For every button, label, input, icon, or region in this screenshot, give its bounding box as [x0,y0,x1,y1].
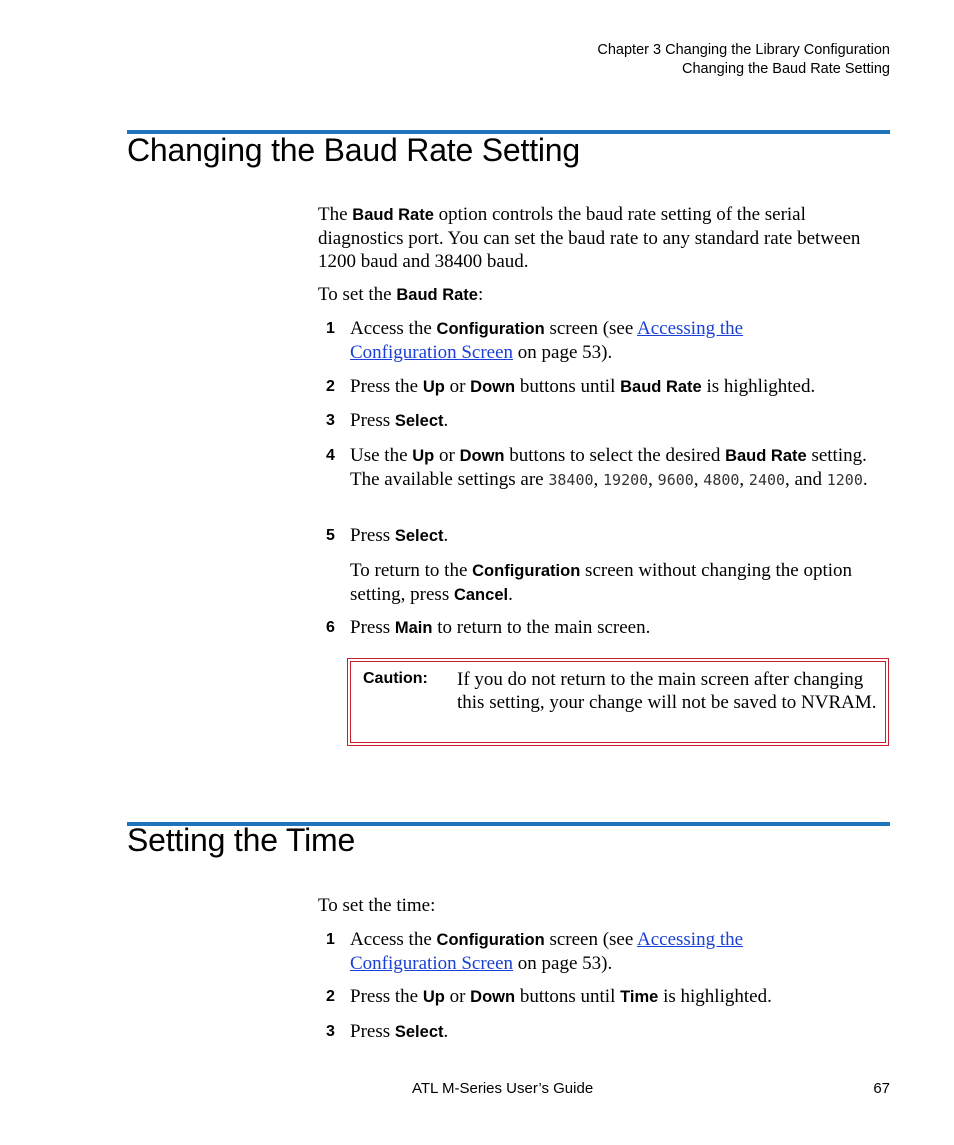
caution-label: Caution: [363,670,428,687]
text: To set the [318,284,397,305]
text: screen (see [544,318,637,339]
step-number: 3 [326,1023,335,1040]
text: option controls the baud rate setting of the serial diagnostics port. You can set the baud rate to any standard rate between 1200 baud and 38400 baud. [318,204,861,272]
text: on page 53). [513,342,613,363]
value: 19200 [603,471,649,489]
ui-term: Down [459,447,505,465]
text: The [318,204,353,225]
step-number: 2 [326,988,335,1005]
text: Press the [350,376,423,397]
step-number: 5 [326,527,335,544]
ui-term: Baud Rate [725,447,807,465]
ui-term: Configuration [436,320,545,338]
value: 4800 [703,471,740,489]
text: or [434,445,460,466]
ui-term: Down [470,988,516,1006]
ui-term: Baud Rate [352,206,434,224]
page-number: 67 [873,1080,890,1097]
text: , and [785,469,827,490]
value: 9600 [657,471,694,489]
ui-term: Baud Rate [396,286,478,304]
step-number: 6 [326,619,335,636]
caution-box [347,658,889,746]
caution-text: If you do not return to the main screen after changing this setting, your change will not be saved to NVRAM. [457,669,877,713]
text: or [444,986,471,1007]
text: Press [350,617,395,638]
return-note [350,559,860,607]
text: buttons until [515,986,621,1007]
text: : [477,284,484,305]
cross-reference-link[interactable]: Accessing the Configuration Screen [350,318,744,363]
text: . [443,525,449,546]
header-section: Changing the Baud Rate Setting [682,61,890,77]
ui-term: Down [470,378,516,396]
footer-guide-title: ATL M-Series User’s Guide [412,1080,594,1097]
text: is highlighted. [658,986,772,1007]
ui-term: Baud Rate [620,378,702,396]
text: to return to the main screen. [432,617,651,638]
ui-term: Cancel [453,586,509,604]
step-number: 4 [326,447,335,464]
value: 38400 [548,471,594,489]
text: . [862,469,868,490]
running-header [597,41,890,79]
to-set-paragraph [318,283,878,307]
ui-term: Select [394,412,444,430]
text: Access the [350,318,437,339]
text: Use the [350,445,413,466]
text: buttons until [515,376,621,397]
cross-reference-link[interactable]: Accessing the Configuration Screen [350,929,744,974]
ui-term: Up [422,988,445,1006]
text: buttons to select the desired [504,445,726,466]
ui-term: Configuration [436,931,545,949]
intro-paragraph [318,203,878,273]
text: . [443,1021,449,1042]
step-number: 1 [326,931,335,948]
value: 1200 [826,471,863,489]
text: Press [350,525,395,546]
text: on page 53). [513,953,613,974]
text: setting. The available settings are [350,445,867,490]
text: . [508,584,513,605]
section-title: Setting the Time [127,822,356,858]
text: Press [350,1021,395,1042]
ui-term: Select [394,527,444,545]
ui-term: Select [394,1023,444,1041]
intro-paragraph: To set the time: [318,895,436,916]
text: screen (see [544,929,637,950]
ui-term: Time [620,988,659,1006]
text: To return to the [350,560,473,581]
text: Access the [350,929,437,950]
step-number: 3 [326,412,335,429]
ui-term: Configuration [472,562,581,580]
ui-term: Main [394,619,433,637]
text: Press the [350,986,423,1007]
ui-term: Up [412,447,435,465]
value: 2400 [748,471,786,489]
section-title: Changing the Baud Rate Setting [127,132,581,168]
header-chapter: Chapter 3 Changing the Library Configuration [597,42,890,58]
text: screen without changing the option setting, press [350,560,853,605]
text: is highlighted. [701,376,816,397]
step-number: 2 [326,378,335,395]
text: . [443,410,449,431]
text: or [444,376,471,397]
step-number: 1 [326,320,335,337]
ui-term: Up [422,378,445,396]
text: Press [350,410,395,431]
